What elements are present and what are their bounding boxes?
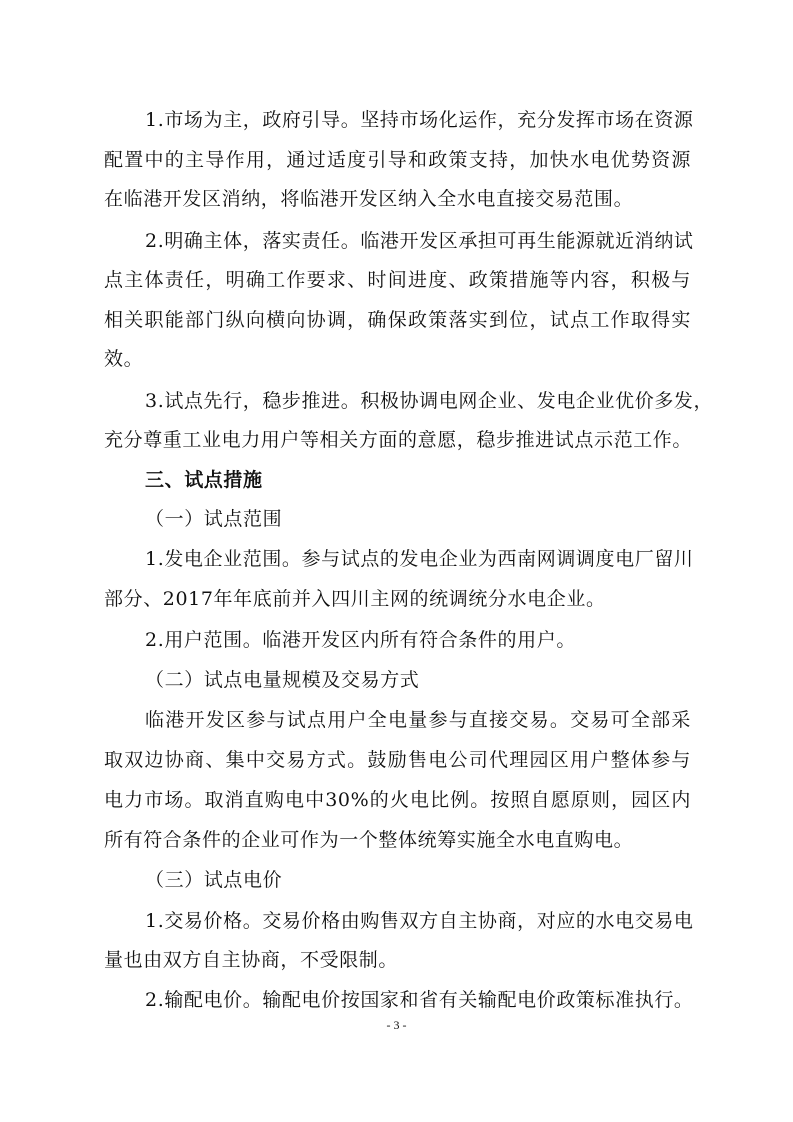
paragraph-line: 1.交易价格。交易价格由购售双方自主协商，对应的水电交易电 [145, 910, 694, 932]
subsection-heading: （一）试点范围 [145, 508, 283, 530]
paragraph-line: 点主体责任，明确工作要求、时间进度、政策措施等内容，积极与 [104, 269, 691, 291]
paragraph-line: 电力市场。取消直购电中30%的火电比例。按照自愿原则，园区内 [104, 789, 691, 811]
paragraph-line: 充分尊重工业电力用户等相关方面的意愿，稳步推进试点示范工作。 [104, 429, 693, 451]
subsection-heading: （二）试点电量规模及交易方式 [145, 669, 420, 691]
paragraph-line: 效。 [104, 348, 144, 370]
paragraph-line: 量也由双方自主协商，不受限制。 [104, 949, 399, 971]
paragraph-line: 1.市场为主，政府引导。坚持市场化运作，充分发挥市场在资源 [145, 109, 694, 131]
paragraph-line: 相关职能部门纵向横向协调，确保政策落实到位，试点工作取得实 [104, 309, 691, 331]
subsection-heading: （三）试点电价 [145, 869, 283, 891]
paragraph-line: 临港开发区参与试点用户全电量参与直接交易。交易可全部采 [145, 709, 691, 731]
paragraph-line: 取双边协商、集中交易方式。鼓励售电公司代理园区用户整体参与 [104, 749, 691, 771]
paragraph-line: 2.用户范围。临港开发区内所有符合条件的用户。 [145, 629, 576, 651]
paragraph-line: 在临港开发区消纳，将临港开发区纳入全水电直接交易范围。 [104, 188, 634, 210]
paragraph-line: 所有符合条件的企业可作为一个整体统筹实施全水电直购电。 [104, 829, 634, 851]
paragraph-line: 部分、2017年年底前并入四川主网的统调统分水电企业。 [104, 588, 606, 610]
section-heading: 三、试点措施 [145, 469, 263, 491]
paragraph-line: 3.试点先行，稳步推进。积极协调电网企业、发电企业优价多发， [145, 390, 714, 412]
paragraph-line: 配置中的主导作用，通过适度引导和政策支持，加快水电优势资源 [104, 149, 691, 171]
paragraph-line: 2.输配电价。输配电价按国家和省有关输配电价政策标准执行。 [145, 989, 694, 1011]
paragraph-line: 1.发电企业范围。参与试点的发电企业为西南网调调度电厂留川 [145, 548, 694, 570]
paragraph-line: 2.明确主体，落实责任。临港开发区承担可再生能源就近消纳试 [145, 230, 694, 252]
page-number: - 3 - [386, 1018, 407, 1032]
